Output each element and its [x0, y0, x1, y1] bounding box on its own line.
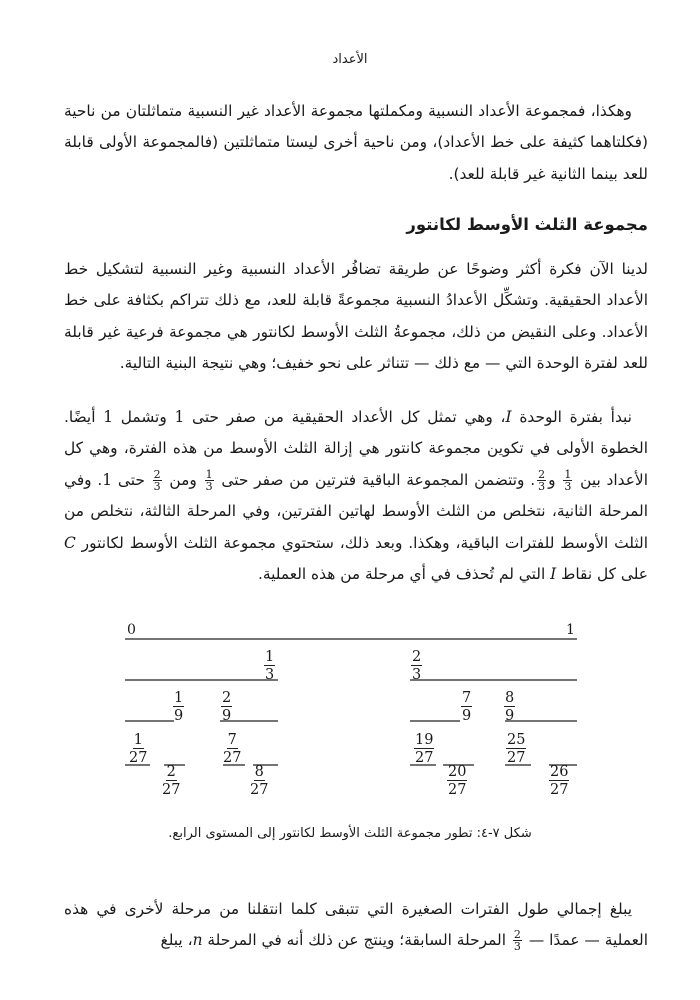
fraction-1-9: 1 9: [174, 690, 184, 724]
fraction-7-9: 7 9: [462, 690, 472, 724]
fraction-2-27: 2 27: [162, 764, 181, 798]
figure-caption: شكل ٧-٤: تطور مجموعة الثلث الأوسط لكانتور إلى المستوى الرابع.: [168, 826, 532, 841]
fraction-26-27: 26 27: [550, 764, 569, 798]
fraction-2-3: 2 3: [412, 649, 422, 683]
paragraph-rational-irrational: وهكذا، فمجموعة الأعداد النسبية ومكملتها مجموعة الأعداد غير النسبية متماثلتان من ناحية (فكلتاهما كثيفة على خط الأعداد)، ومن ناحية أخرى ليستا متماثلتين (فالمجموعة الأولى قابلة للعد بينما الثانية غير قابلة للعد).: [64, 102, 648, 183]
cantor-set-lines: [0, 600, 700, 810]
paragraph-length-remaining: يبلغ إجمالي طول الفترات الصغيرة التي تتبقى كلما انتقلنا من مرحلة لأخرى في هذه العملية — عمدًا — $\frac{2}{3}$ المرحلة السابقة؛ وينتج عن ذلك أنه في المرحلة n، يبلغ: [64, 900, 648, 954]
fraction-7-27: 7 27: [223, 732, 242, 766]
endpoint-one: 1: [566, 622, 575, 638]
inline-fraction: $\frac{2}{3}$: [153, 467, 161, 493]
fraction-8-9: 8 9: [505, 690, 515, 724]
inline-fraction: $\frac{2}{3}$: [513, 928, 521, 954]
inline-fraction: $\frac{1}{3}$: [205, 467, 213, 493]
fraction-20-27: 20 27: [448, 764, 467, 798]
fraction-25-27: 25 27: [507, 732, 526, 766]
endpoint-zero: 0: [127, 622, 136, 638]
fraction-19-27: 19 27: [415, 732, 434, 766]
fraction-2-9: 2 9: [222, 690, 232, 724]
paragraph-cantor-intro: لدينا الآن فكرة أكثر وضوحًا عن طريقة تضافُر الأعداد النسبية وغير النسبية لتشكيل خط الأعداد الحقيقية. وتشكِّل الأعدادُ النسبية مجموعةً قابلة للعد، مع ذلك تتراكم بكثافة على خط الأعداد. وعلى النقيض من ذلك، مجموعةُ الثلث الأوسط لكانتور هي مجموعة فرعية غير قابلة للعد لفترة الوحدة التي — مع ذلك — تتناثر على نحو خفيف؛ وهي نتيجة البنية التالية.: [64, 260, 648, 373]
cantor-set-diagram: [0, 600, 700, 810]
section-heading: مجموعة الثلث الأوسط لكانتور: [406, 215, 648, 234]
fraction-8-27: 8 27: [250, 764, 269, 798]
running-header: الأعداد: [332, 52, 368, 67]
inline-fraction: $\frac{2}{3}$: [538, 467, 546, 493]
paragraph-cantor-construction: نبدأ بفترة الوحدة I، وهي تمثل كل الأعداد الحقيقية من صفر حتى 1 وتشمل 1 أيضًا. الخطوة الأولى في تكوين مجموعة كانتور هي إزالة الثلث الأوسط من هذه الفترة، وهي كل الأعداد بين $\frac{1}{3}$ و $\frac{2}{3}$ . وتتضمن المجموعة الباقية فترتين من صفر حتى $\frac{1}{3}$ ومن $\frac{2}{3}$ حتى 1. وفي المرحلة الثانية، نتخلص من الثلث الأوسط لهاتين الفترتين، وفي المرحلة الثالثة، نتخلص من الثلث الأوسط للفترات الباقية، وهكذا. وبعد ذلك، ستحتوي مجموعة الثلث الأوسط لكانتور C على كل نقاط I التي لم تُحذف في أي مرحلة من هذه العملية.: [64, 408, 648, 584]
fraction-1-3: 1 3: [265, 649, 275, 683]
inline-fraction: $\frac{1}{3}$: [564, 467, 572, 493]
fraction-1-27: 1 27: [129, 732, 148, 766]
